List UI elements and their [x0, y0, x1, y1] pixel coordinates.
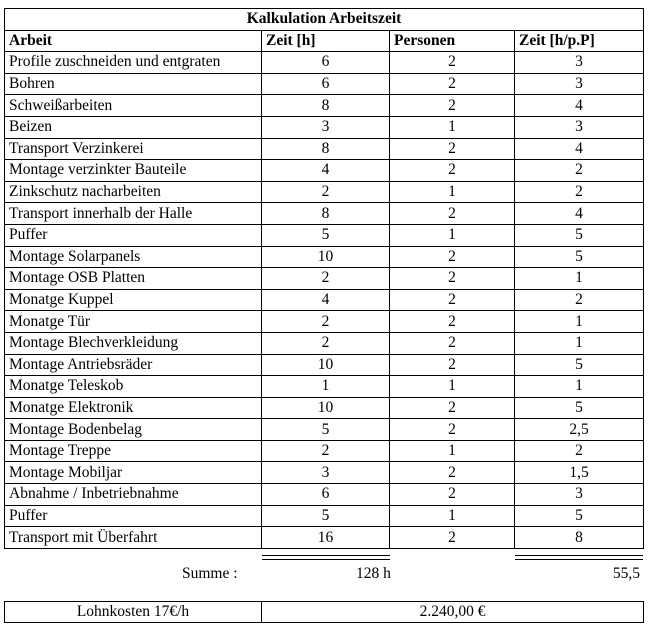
- cell-personen: 1: [390, 116, 515, 138]
- cell-zeit: 2: [262, 440, 390, 462]
- cell-personen: 2: [390, 484, 515, 506]
- cell-arbeit: Monatge Tür: [5, 311, 262, 333]
- cell-zeit: 1: [262, 376, 390, 398]
- cell-arbeit: Montage OSB Platten: [5, 268, 262, 290]
- cell-zeit: 16: [262, 527, 390, 549]
- cell-arbeit: Beizen: [5, 116, 262, 138]
- cell-zeit: 5: [262, 224, 390, 246]
- cell-arbeit: Montage verzinkter Bauteile: [5, 160, 262, 182]
- cell-arbeit: Schweißarbeiten: [5, 95, 262, 117]
- table-row: [5, 527, 644, 549]
- cell-personen: 1: [390, 440, 515, 462]
- cell-zeit-pro-person: 5: [515, 397, 644, 419]
- table-row: [5, 505, 644, 527]
- table-row: [5, 440, 644, 462]
- sum-divider-per-person: [515, 555, 643, 560]
- table-row: [5, 311, 644, 333]
- cell-arbeit: Profile zuschneiden und entgraten: [5, 52, 262, 74]
- cell-zeit-pro-person: 3: [515, 73, 644, 95]
- table-row: [5, 52, 644, 74]
- cell-personen: 1: [390, 224, 515, 246]
- column-header-zeit-pro-person: Zeit [h/p.P]: [515, 30, 644, 52]
- cell-arbeit: Puffer: [5, 505, 262, 527]
- table-row: [5, 332, 644, 354]
- cell-zeit-pro-person: 5: [515, 224, 644, 246]
- table-row: [5, 354, 644, 376]
- column-header-zeit: Zeit [h]: [262, 30, 390, 52]
- cell-arbeit: Transport Verzinkerei: [5, 138, 262, 160]
- column-header-arbeit: Arbeit: [5, 30, 262, 52]
- labor-cost-label: Lohnkosten 17€/h: [5, 602, 262, 623]
- cell-zeit: 2: [262, 181, 390, 203]
- cell-arbeit: Montage Treppe: [5, 440, 262, 462]
- cell-zeit-pro-person: 2: [515, 160, 644, 182]
- cell-zeit-pro-person: 5: [515, 354, 644, 376]
- cell-zeit: 8: [262, 95, 390, 117]
- cell-arbeit: Monatge Teleskob: [5, 376, 262, 398]
- cell-personen: 2: [390, 527, 515, 549]
- cell-zeit: 2: [262, 332, 390, 354]
- cell-personen: 2: [390, 52, 515, 74]
- sum-label: Summe :: [182, 565, 238, 582]
- cell-zeit-pro-person: 5: [515, 246, 644, 268]
- cell-arbeit: Transport innerhalb der Halle: [5, 203, 262, 225]
- cell-arbeit: Monatge Kuppel: [5, 289, 262, 311]
- cell-zeit-pro-person: 1,5: [515, 462, 644, 484]
- cell-zeit-pro-person: 5: [515, 505, 644, 527]
- cell-personen: 2: [390, 95, 515, 117]
- sum-per-person: 55,5: [612, 565, 640, 582]
- column-header-personen: Personen: [390, 30, 515, 52]
- cell-arbeit: Montage Antriebsräder: [5, 354, 262, 376]
- cell-zeit: 4: [262, 289, 390, 311]
- cell-personen: 2: [390, 462, 515, 484]
- cell-zeit-pro-person: 1: [515, 268, 644, 290]
- labor-cost-table: [4, 601, 644, 623]
- cell-arbeit: Montage Blechverkleidung: [5, 332, 262, 354]
- table-row: [5, 289, 644, 311]
- cell-zeit-pro-person: 4: [515, 138, 644, 160]
- cell-zeit: 2: [262, 268, 390, 290]
- labor-cost-value: 2.240,00 €: [262, 602, 644, 623]
- cell-arbeit: Abnahme / Inbetriebnahme: [5, 484, 262, 506]
- cell-personen: 2: [390, 73, 515, 95]
- table-row: [5, 181, 644, 203]
- table-row: [5, 246, 644, 268]
- header-row: [5, 30, 644, 52]
- cell-zeit: 10: [262, 397, 390, 419]
- cell-personen: 2: [390, 311, 515, 333]
- table-row: [5, 419, 644, 441]
- cell-personen: 2: [390, 332, 515, 354]
- cell-zeit-pro-person: 3: [515, 484, 644, 506]
- table-row: [5, 160, 644, 182]
- cell-zeit-pro-person: 1: [515, 376, 644, 398]
- table-row: [5, 462, 644, 484]
- table-row: [5, 376, 644, 398]
- table-body: [5, 52, 644, 549]
- cell-personen: 2: [390, 203, 515, 225]
- cell-zeit: 6: [262, 52, 390, 74]
- work-time-table: [4, 8, 644, 549]
- cell-zeit: 3: [262, 462, 390, 484]
- cell-personen: 2: [390, 138, 515, 160]
- table-row: [5, 268, 644, 290]
- cell-zeit-pro-person: 8: [515, 527, 644, 549]
- cell-zeit-pro-person: 2: [515, 289, 644, 311]
- cell-zeit: 10: [262, 354, 390, 376]
- table-row: [5, 224, 644, 246]
- table-row: [5, 73, 644, 95]
- cell-personen: 1: [390, 505, 515, 527]
- cell-arbeit: Montage Solarpanels: [5, 246, 262, 268]
- cell-zeit: 5: [262, 419, 390, 441]
- cell-arbeit: Montage Mobiljar: [5, 462, 262, 484]
- cell-zeit-pro-person: 2: [515, 181, 644, 203]
- cell-personen: 2: [390, 160, 515, 182]
- cell-arbeit: Transport mit Überfahrt: [5, 527, 262, 549]
- table-row: [5, 116, 644, 138]
- cell-personen: 2: [390, 397, 515, 419]
- table-row: [5, 138, 644, 160]
- cell-zeit-pro-person: 1: [515, 332, 644, 354]
- cell-arbeit: Monatge Elektronik: [5, 397, 262, 419]
- cell-zeit-pro-person: 1: [515, 311, 644, 333]
- cell-zeit-pro-person: 2,5: [515, 419, 644, 441]
- cell-zeit-pro-person: 2: [515, 440, 644, 462]
- cell-zeit-pro-person: 4: [515, 95, 644, 117]
- table-row: [5, 484, 644, 506]
- cell-zeit: 6: [262, 484, 390, 506]
- cell-personen: 2: [390, 354, 515, 376]
- cell-arbeit: Puffer: [5, 224, 262, 246]
- cell-personen: 2: [390, 246, 515, 268]
- cell-zeit: 4: [262, 160, 390, 182]
- cell-personen: 2: [390, 419, 515, 441]
- cell-arbeit: Bohren: [5, 73, 262, 95]
- sum-hours: 128 h: [356, 565, 391, 582]
- cell-arbeit: Montage Bodenbelag: [5, 419, 262, 441]
- cell-zeit: 2: [262, 311, 390, 333]
- cell-zeit-pro-person: 3: [515, 52, 644, 74]
- table-row: [5, 397, 644, 419]
- cell-zeit: 3: [262, 116, 390, 138]
- cell-personen: 2: [390, 268, 515, 290]
- table-title: Kalkulation Arbeitszeit: [5, 9, 644, 31]
- cell-personen: 1: [390, 181, 515, 203]
- cell-arbeit: Zinkschutz nacharbeiten: [5, 181, 262, 203]
- cell-zeit: 10: [262, 246, 390, 268]
- cell-zeit: 8: [262, 203, 390, 225]
- cell-personen: 2: [390, 289, 515, 311]
- sum-divider-hours: [262, 555, 390, 560]
- table-row: [5, 95, 644, 117]
- cell-personen: 1: [390, 376, 515, 398]
- cell-zeit: 6: [262, 73, 390, 95]
- cell-zeit: 8: [262, 138, 390, 160]
- cell-zeit-pro-person: 3: [515, 116, 644, 138]
- cell-zeit-pro-person: 4: [515, 203, 644, 225]
- cell-zeit: 5: [262, 505, 390, 527]
- table-row: [5, 203, 644, 225]
